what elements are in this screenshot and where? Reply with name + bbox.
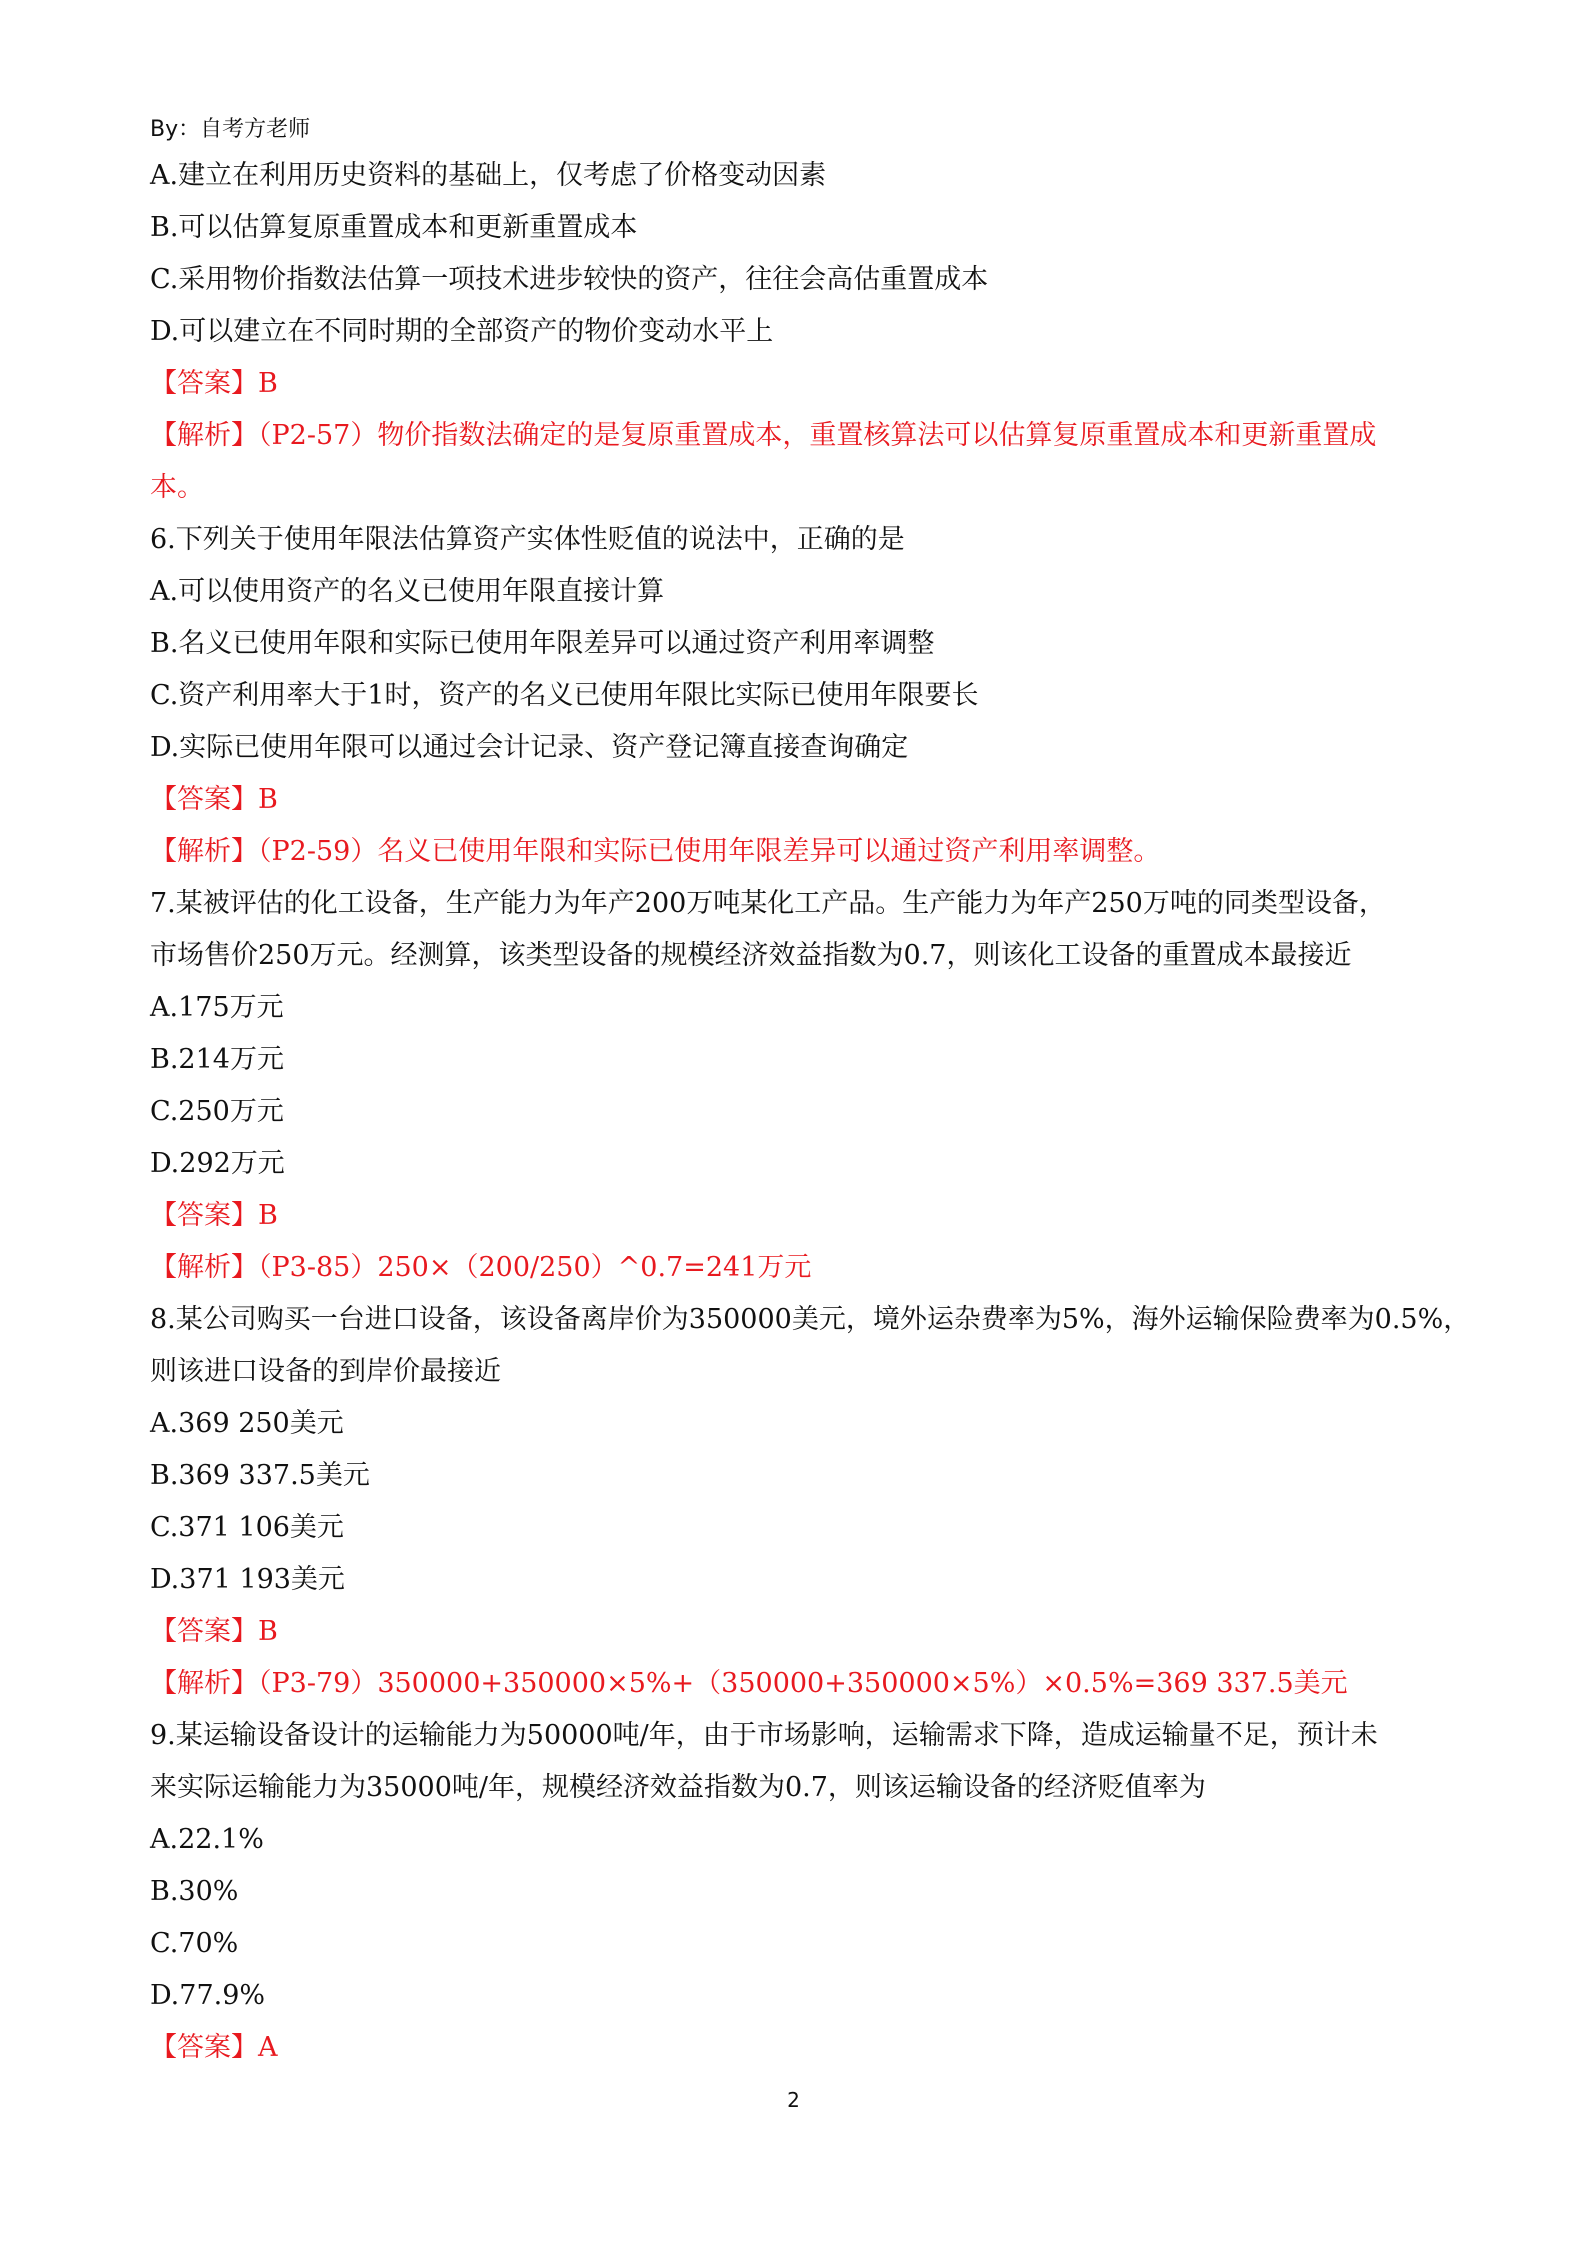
q7-stem-line2: 市场售价250万元。经测算，该类型设备的规模经济效益指数为0.7，则该化工设备的重置成本最接近 bbox=[150, 940, 1352, 971]
q7-option-a: A.175万元 bbox=[150, 992, 284, 1023]
q5-analysis-line1: 【解析】（P2-57）物价指数法确定的是复原重置成本，重置核算法可以估算复原重置成本和更新重置成 bbox=[150, 420, 1377, 451]
q6-analysis: 【解析】（P2-59）名义已使用年限和实际已使用年限差异可以通过资产利用率调整。 bbox=[150, 836, 1161, 867]
q5-option-a: A.建立在利用历史资料的基础上，仅考虑了价格变动因素 bbox=[150, 160, 827, 191]
q7-option-d: D.292万元 bbox=[150, 1148, 285, 1179]
q6-option-b: B.名义已使用年限和实际已使用年限差异可以通过资产利用率调整 bbox=[150, 628, 935, 659]
q8-option-a: A.369 250美元 bbox=[150, 1408, 344, 1439]
q5-option-c: C.采用物价指数法估算一项技术进步较快的资产，往往会高估重置成本 bbox=[150, 264, 989, 295]
q8-answer: 【答案】B bbox=[150, 1616, 278, 1647]
q8-option-b: B.369 337.5美元 bbox=[150, 1460, 370, 1491]
q9-stem-line2: 来实际运输能力为35000吨/年，规模经济效益指数为0.7，则该运输设备的经济贬值率为 bbox=[150, 1772, 1206, 1803]
author-byline: By：自考方老师 bbox=[150, 117, 311, 142]
q6-stem: 6.下列关于使用年限法估算资产实体性贬值的说法中，正确的是 bbox=[150, 524, 905, 555]
q5-option-d: D.可以建立在不同时期的全部资产的物价变动水平上 bbox=[150, 316, 774, 347]
q9-option-b: B.30% bbox=[150, 1876, 239, 1907]
q6-answer: 【答案】B bbox=[150, 784, 278, 815]
q8-option-d: D.371 193美元 bbox=[150, 1564, 345, 1595]
q9-option-a: A.22.1% bbox=[150, 1824, 264, 1855]
q6-option-c: C.资产利用率大于1时，资产的名义已使用年限比实际已使用年限要长 bbox=[150, 680, 979, 711]
q7-option-b: B.214万元 bbox=[150, 1044, 284, 1075]
q8-option-c: C.371 106美元 bbox=[150, 1512, 344, 1543]
q8-stem-line2: 则该进口设备的到岸价最接近 bbox=[150, 1356, 501, 1387]
q7-answer: 【答案】B bbox=[150, 1200, 278, 1231]
q8-stem-line1: 8.某公司购买一台进口设备，该设备离岸价为350000美元，境外运杂费率为5%，海外运输保险费率为0.5%， bbox=[150, 1304, 1471, 1335]
document-page bbox=[150, 110, 1471, 2074]
q7-analysis: 【解析】（P3-85）250×（200/250）^0.7=241万元 bbox=[150, 1252, 812, 1283]
q5-analysis-line2: 本。 bbox=[150, 472, 204, 503]
q5-answer: 【答案】B bbox=[150, 368, 278, 399]
q8-analysis: 【解析】（P3-79）350000+350000×5%+（350000+350000×5%）×0.5%=369 337.5美元 bbox=[150, 1668, 1348, 1699]
page-number: 2 bbox=[787, 2088, 800, 2112]
q9-option-c: C.70% bbox=[150, 1928, 239, 1959]
q5-option-b: B.可以估算复原重置成本和更新重置成本 bbox=[150, 212, 638, 243]
q6-option-a: A.可以使用资产的名义已使用年限直接计算 bbox=[150, 576, 665, 607]
q6-option-d: D.实际已使用年限可以通过会计记录、资产登记簿直接查询确定 bbox=[150, 732, 909, 763]
q9-answer: 【答案】A bbox=[150, 2032, 278, 2063]
q7-stem-line1: 7.某被评估的化工设备，生产能力为年产200万吨某化工产品。生产能力为年产250万吨的同类型设备， bbox=[150, 888, 1386, 919]
q7-option-c: C.250万元 bbox=[150, 1096, 284, 1127]
q9-stem-line1: 9.某运输设备设计的运输能力为50000吨/年，由于市场影响，运输需求下降，造成运输量不足，预计未 bbox=[150, 1720, 1378, 1751]
q9-option-d: D.77.9% bbox=[150, 1980, 266, 2011]
